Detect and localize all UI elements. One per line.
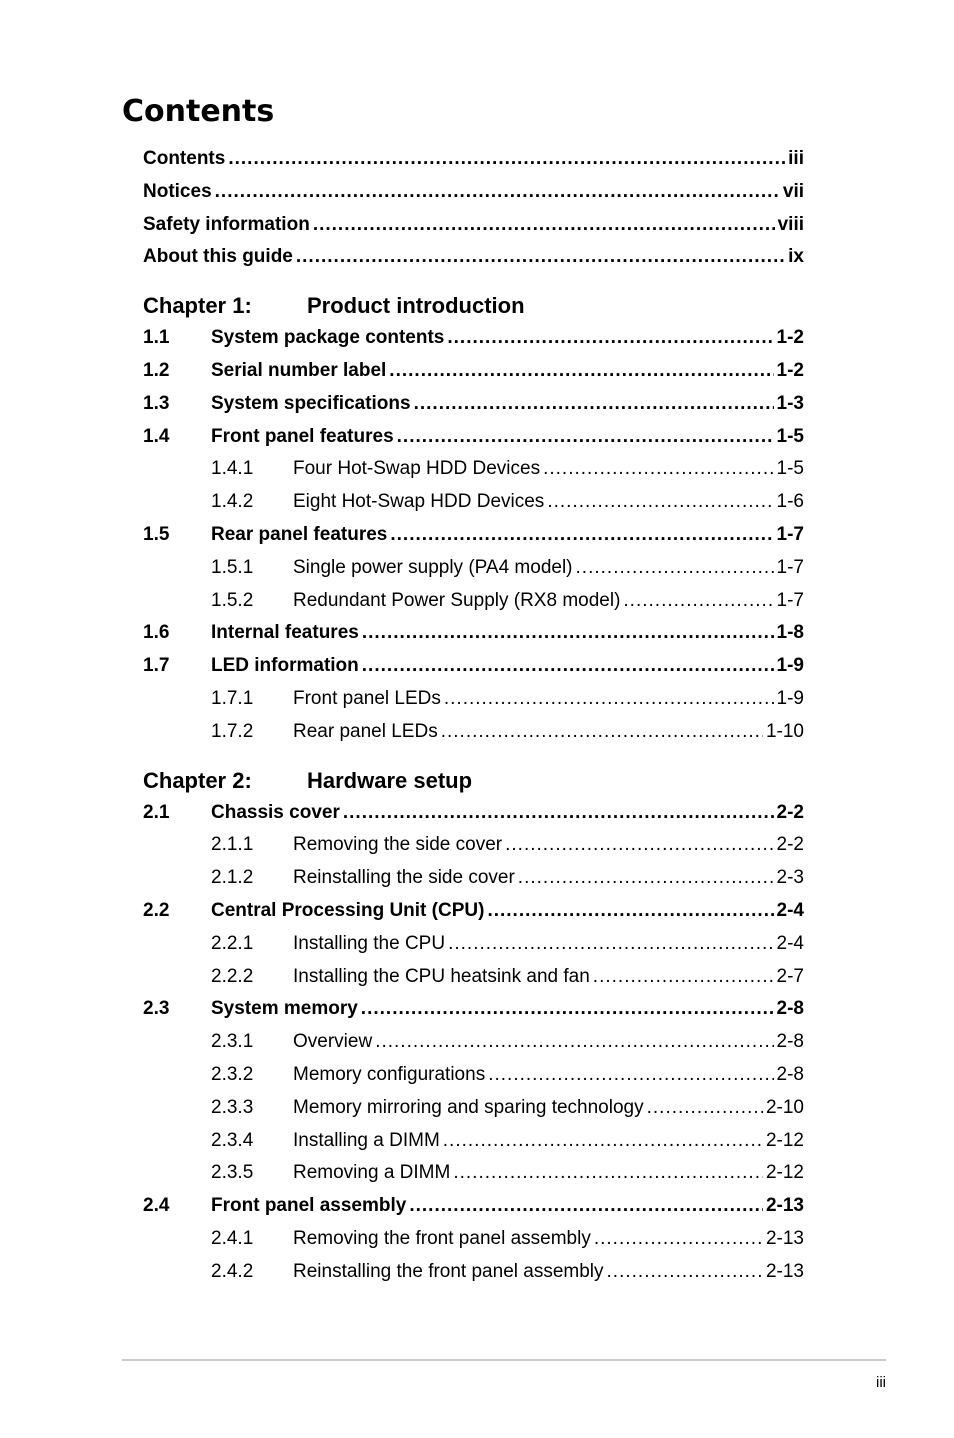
- toc-entry[interactable]: [143, 243, 804, 271]
- toc-entry-number: 1.7: [143, 655, 170, 677]
- toc-entry-title: System specifications: [211, 392, 411, 414]
- toc-entry-number: 1.5: [143, 524, 170, 545]
- dot-leader: [623, 587, 773, 615]
- chapter-heading: [143, 291, 804, 321]
- toc-entry-number: 2.1: [143, 801, 170, 823]
- dot-leader: [447, 324, 773, 352]
- toc-entry-number: 2.3.1: [211, 1031, 254, 1053]
- toc-entry-title: Eight Hot-Swap HDD Devices: [293, 491, 545, 513]
- toc-entry-page: 1-10: [765, 720, 804, 742]
- toc-entry-page: ix: [788, 246, 804, 268]
- toc-entry-number: 2.3.5: [211, 1162, 254, 1184]
- toc-entry[interactable]: [211, 685, 804, 713]
- toc-entry-title: Removing the front panel assembly: [293, 1228, 591, 1249]
- dot-leader: [362, 619, 774, 647]
- toc-entry-number: 1.5.1: [211, 556, 254, 578]
- toc-entry-page: 1-7: [776, 556, 804, 578]
- dot-leader: [389, 357, 773, 385]
- toc-entry-title: System package contents: [211, 327, 445, 349]
- toc-entry-number: 2.3: [143, 998, 170, 1020]
- toc-entry[interactable]: [211, 718, 804, 746]
- toc-entry-page: 2-8: [776, 998, 804, 1020]
- toc-entry-page: 2-2: [776, 834, 804, 856]
- dot-leader: [607, 1258, 763, 1286]
- dot-leader: [576, 554, 774, 582]
- toc-entry-page: 1-2: [776, 327, 804, 349]
- toc-entry[interactable]: [143, 1192, 804, 1220]
- dot-leader: [361, 995, 774, 1023]
- chapter-label: Chapter 1:: [143, 293, 252, 319]
- toc-entry-title: System memory: [211, 998, 358, 1020]
- toc-entry[interactable]: [143, 897, 804, 925]
- toc-entry[interactable]: [211, 1094, 804, 1122]
- toc-entry[interactable]: [211, 1159, 804, 1187]
- toc-entry-number: 1.4: [143, 425, 170, 447]
- dot-leader: [505, 831, 773, 859]
- toc-entry-title: Reinstalling the side cover: [293, 867, 515, 889]
- dot-leader: [453, 1159, 763, 1187]
- dot-leader: [409, 1192, 763, 1220]
- toc-entry-page: 2-10: [765, 1096, 804, 1118]
- toc-entry-number: 1.4.1: [211, 458, 254, 480]
- toc-entry-number: 1.3: [143, 392, 170, 414]
- toc-entry[interactable]: [143, 521, 804, 549]
- toc-entry-page: vii: [782, 180, 804, 202]
- toc-entry[interactable]: [143, 145, 804, 173]
- toc-entry-title: Internal features: [211, 622, 359, 644]
- chapter-title: Hardware setup: [307, 767, 473, 793]
- toc-entry-page: 2-13: [765, 1260, 804, 1282]
- dot-leader: [444, 685, 774, 713]
- toc-entry-page: 2-8: [776, 1031, 804, 1053]
- toc-entry-number: 2.1.2: [211, 867, 254, 889]
- toc-entry-number: 1.2: [143, 360, 170, 381]
- dot-leader: [296, 243, 785, 271]
- toc-entry-title: Four Hot-Swap HDD Devices: [293, 458, 541, 480]
- toc-entry-page: viii: [777, 213, 804, 235]
- toc-entry[interactable]: [143, 799, 804, 827]
- toc-entry-page: iii: [788, 148, 804, 169]
- toc-entry-title: Removing a DIMM: [293, 1162, 451, 1184]
- toc-entry-title: Removing the side cover: [293, 834, 503, 856]
- dot-leader: [375, 1028, 773, 1056]
- dot-leader: [362, 652, 774, 680]
- toc-entry-title: Single power supply (PA4 model): [293, 556, 573, 578]
- dot-leader: [443, 1127, 763, 1155]
- toc-entry-title: Notices: [143, 180, 212, 202]
- toc-entry-title: About this guide: [143, 246, 293, 268]
- toc-entry-number: 1.7.2: [211, 720, 254, 742]
- toc-entry-title: Installing the CPU: [293, 932, 446, 954]
- toc-entry-title: Front panel assembly: [211, 1195, 407, 1217]
- toc-entry-page: 2-2: [776, 801, 804, 823]
- toc-entry-title: Rear panel LEDs: [293, 720, 438, 742]
- toc-entry-title: Reinstalling the front panel assembly: [293, 1260, 604, 1282]
- toc-entry[interactable]: [143, 324, 804, 352]
- toc-entry-page: 1-6: [776, 491, 804, 513]
- toc-entry[interactable]: [143, 619, 804, 647]
- page-title: Contents: [122, 94, 275, 129]
- toc-entry-title: LED information: [211, 655, 359, 677]
- toc-entry[interactable]: [211, 864, 804, 892]
- dot-leader: [448, 930, 773, 958]
- toc-entry-page: 1-5: [776, 425, 804, 447]
- toc-entry-page: 1-8: [776, 622, 804, 644]
- chapter-label: Chapter 2:: [143, 767, 252, 793]
- toc-entry-number: 2.3.2: [211, 1064, 254, 1085]
- toc-entry-number: 2.2.1: [211, 932, 254, 954]
- toc-entry-page: 2-4: [776, 932, 804, 954]
- toc-entry[interactable]: [211, 1225, 804, 1253]
- dot-leader: [390, 521, 773, 549]
- toc-entry-page: 2-7: [776, 965, 804, 987]
- toc-entry-number: 2.3.4: [211, 1129, 254, 1151]
- toc-entry[interactable]: [143, 423, 804, 451]
- dot-leader: [488, 1061, 773, 1089]
- toc-entry[interactable]: [143, 357, 804, 385]
- toc-entry[interactable]: [211, 554, 804, 582]
- toc-entry-page: 1-3: [776, 392, 804, 414]
- toc-entry-number: 2.3.3: [211, 1096, 254, 1118]
- footer-divider: [122, 1359, 886, 1361]
- toc-entry-number: 1.5.2: [211, 589, 254, 611]
- dot-leader: [487, 897, 773, 925]
- toc-entry[interactable]: [143, 178, 804, 206]
- toc-entry-number: 2.2.2: [211, 965, 254, 987]
- toc-entry[interactable]: [143, 211, 804, 239]
- toc-entry[interactable]: [211, 1061, 804, 1089]
- toc-entry-number: 2.4.2: [211, 1260, 254, 1282]
- dot-leader: [593, 963, 774, 991]
- dot-leader: [397, 423, 774, 451]
- toc-entry[interactable]: [143, 652, 804, 680]
- toc-entry[interactable]: [211, 1258, 804, 1286]
- dot-leader: [543, 455, 773, 483]
- dot-leader: [215, 178, 780, 206]
- dot-leader: [313, 211, 775, 239]
- toc-entry-page: 1-7: [776, 524, 804, 545]
- toc-entry-number: 2.4: [143, 1195, 170, 1217]
- dot-leader: [518, 864, 774, 892]
- toc-entry-number: 1.6: [143, 622, 170, 644]
- toc-entry-title: Rear panel features: [211, 524, 388, 545]
- toc-entry-title: Redundant Power Supply (RX8 model): [293, 589, 621, 611]
- dot-leader: [594, 1225, 763, 1253]
- toc-entry-title: Front panel features: [211, 425, 394, 447]
- toc-entry[interactable]: [211, 831, 804, 859]
- toc-entry-title: Chassis cover: [211, 801, 340, 823]
- toc-entry[interactable]: [211, 455, 804, 483]
- toc-entry-page: 2-13: [765, 1195, 804, 1217]
- toc-entry-page: 1-9: [776, 655, 804, 677]
- dot-leader: [414, 390, 774, 418]
- toc-entry-title: Installing the CPU heatsink and fan: [293, 965, 590, 987]
- toc-entry-title: Serial number label: [211, 360, 387, 381]
- toc-entry[interactable]: [143, 390, 804, 418]
- toc-entry-page: 2-8: [776, 1064, 804, 1085]
- toc-entry-title: Memory configurations: [293, 1064, 486, 1085]
- dot-leader: [441, 718, 763, 746]
- toc-entry-title: Safety information: [143, 213, 310, 235]
- toc-entry-title: Front panel LEDs: [293, 688, 441, 709]
- chapter-title: Product introduction: [307, 293, 525, 319]
- toc-entry[interactable]: [143, 995, 804, 1023]
- dot-leader: [647, 1094, 763, 1122]
- toc-entry-title: Overview: [293, 1031, 373, 1053]
- toc-entry[interactable]: [211, 587, 804, 615]
- toc-entry-page: 2-4: [776, 900, 804, 921]
- toc-entry-page: 2-12: [765, 1162, 804, 1184]
- toc-entry-number: 2.4.1: [211, 1228, 254, 1249]
- toc-entry-page: 1-2: [776, 360, 804, 381]
- toc-entry-number: 2.1.1: [211, 834, 254, 856]
- toc-entry-page: 2-12: [765, 1129, 804, 1151]
- toc-entry-page: 2-13: [765, 1228, 804, 1249]
- toc-entry[interactable]: [211, 1028, 804, 1056]
- toc-entry-page: 1-7: [776, 589, 804, 611]
- footer-page-number: iii: [876, 1374, 886, 1391]
- toc-entry-page: 1-5: [776, 458, 804, 480]
- toc-entry[interactable]: [211, 1127, 804, 1155]
- toc-entry-number: 1.1: [143, 327, 170, 349]
- toc-entry-number: 1.7.1: [211, 688, 254, 709]
- toc-entry-title: Installing a DIMM: [293, 1129, 440, 1151]
- toc-entry-title: Central Processing Unit (CPU): [211, 900, 485, 921]
- toc-entry-page: 2-3: [776, 867, 804, 889]
- toc-entry-title: Memory mirroring and sparing technology: [293, 1096, 644, 1118]
- toc-entry-number: 1.4.2: [211, 491, 254, 513]
- dot-leader: [228, 145, 785, 173]
- toc-entry-page: 1-9: [776, 688, 804, 709]
- toc-entry-number: 2.2: [143, 900, 170, 921]
- toc-entry-title: Contents: [143, 148, 226, 169]
- toc-entry[interactable]: [211, 930, 804, 958]
- dot-leader: [547, 488, 773, 516]
- toc-entry[interactable]: [211, 488, 804, 516]
- toc-entry[interactable]: [211, 963, 804, 991]
- chapter-heading: [143, 766, 804, 796]
- dot-leader: [343, 799, 774, 827]
